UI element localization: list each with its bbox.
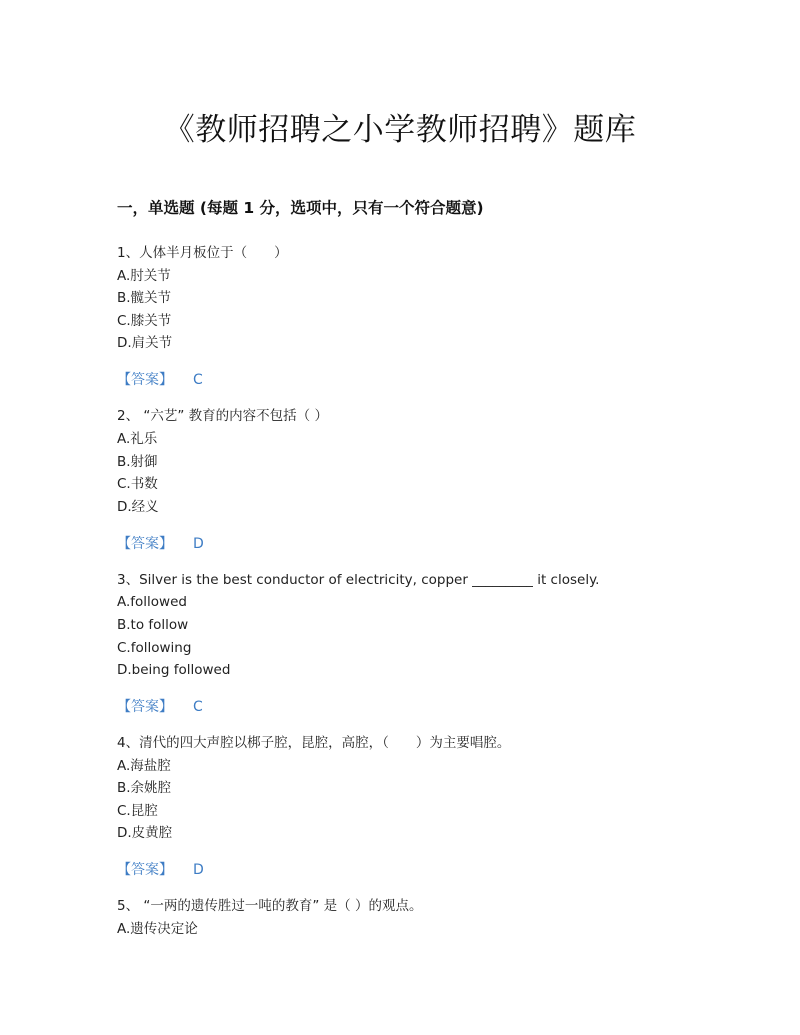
question-4 [117,732,737,881]
option-b: B.余姚腔 [117,780,172,797]
answer-row [117,859,737,881]
section-heading: 一，单选题 (每题 1 分，选项中，只有一个符合题意) [117,199,484,217]
option-c: C.膝关节 [117,312,172,329]
question-stem: 5、 “一两的遗传胜过一吨的教育” 是（ ）的观点。 [117,898,423,915]
question-1 [117,242,737,391]
answer-row [117,533,737,555]
option-a: A.礼乐 [117,430,158,447]
option-a: A.肘关节 [117,267,171,284]
option-d: D.皮黄腔 [117,825,173,842]
answer-row [117,369,737,391]
question-stem: 4、清代的四大声腔以梆子腔，昆腔，高腔，（ ）为主要唱腔。 [117,735,511,752]
answer-value: C [193,372,203,389]
question-2 [117,405,737,554]
option-b: B.射御 [117,453,158,470]
option-d: D.肩关节 [117,335,173,352]
option-c: C.书数 [117,476,158,493]
answer-value: D [193,862,204,879]
option-b: B.髋关节 [117,290,172,307]
answer-row [117,696,737,718]
question-stem: 3、Silver is the best conductor of electricity, copper _________ it closely. [117,571,600,588]
question-stem: 1、人体半月板位于（ ） [117,245,288,261]
answer-label: 【答案】 [117,862,173,879]
answer-label: 【答案】 [117,535,173,552]
answer-value: C [193,699,203,716]
answer-label: 【答案】 [117,699,173,716]
option-a: A.遗传决定论 [117,921,198,938]
answer-value: D [193,535,204,552]
answer-label: 【答案】 [117,372,173,389]
question-list [117,242,737,941]
option-b: B.to follow [117,616,189,633]
question-3 [117,569,737,718]
option-a: A.followed [117,594,187,611]
question-stem: 2、 “六艺” 教育的内容不包括（ ） [117,408,328,425]
question-5 [117,895,737,940]
option-a: A.海盐腔 [117,757,171,774]
option-d: D.经义 [117,498,159,515]
option-c: C.昆腔 [117,802,158,819]
document-title: 《教师招聘之小学教师招聘》题库 [163,112,637,148]
option-d: D.being followed [117,662,231,679]
option-c: C.following [117,639,192,656]
